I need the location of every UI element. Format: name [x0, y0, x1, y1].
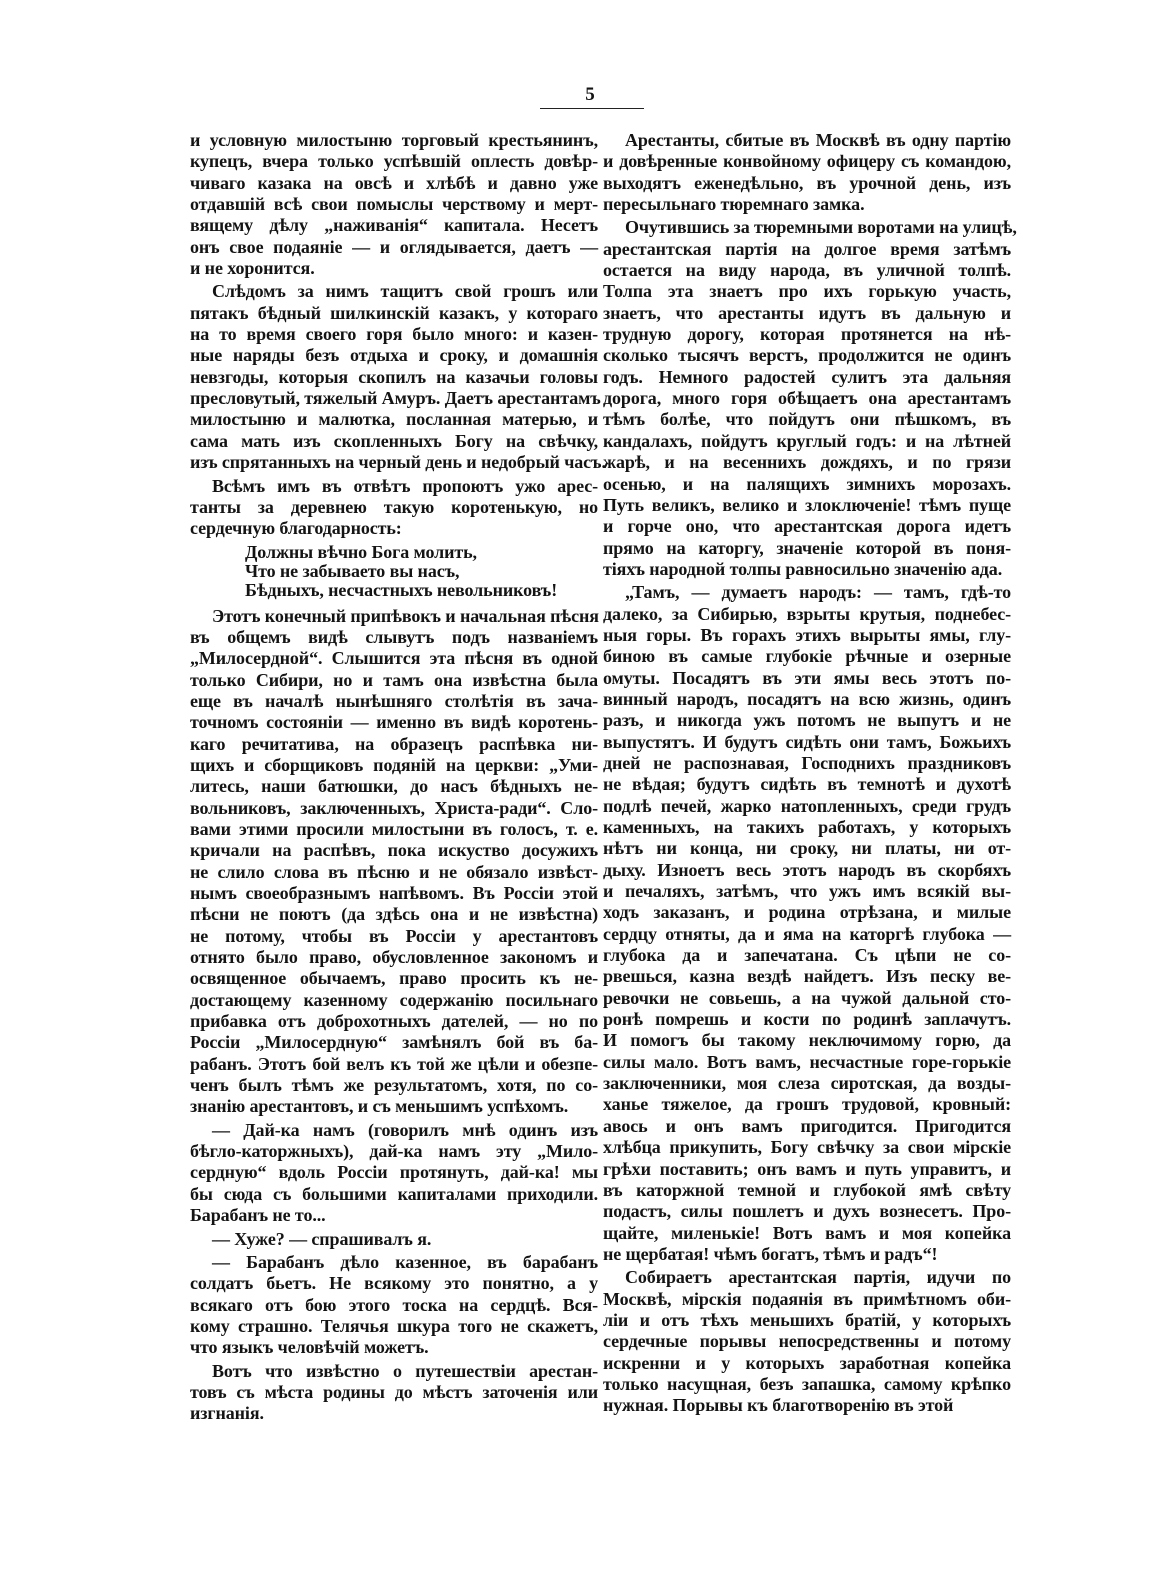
text-line: отнято было право, обусловленное закономъ и: [190, 947, 598, 968]
text-line: Всѣмъ имъ въ отвѣтъ пропоютъ ужо арес-: [212, 475, 598, 496]
right-column: [603, 128, 1017, 1417]
paragraph: [190, 1252, 598, 1359]
text-line: трудную дорогу, которая протянется на нѣ-: [603, 324, 1011, 345]
text-line: знаетъ, что арестанты идутъ въ дальную и: [603, 302, 1011, 323]
text-line: онъ свое подаяніе — и оглядывается, даетъ —: [190, 236, 598, 257]
paragraph: [603, 582, 1011, 1265]
text-line: Собираетъ арестантская партія, идучи по: [625, 1267, 1011, 1288]
text-line: винный народъ, посадятъ на всю жизнь, одинъ: [603, 688, 1011, 709]
text-line: сердцу отняты, да и яма на каторгѣ глубока —: [603, 923, 1011, 944]
text-line: отдавшій всѣ свои помыслы черствому и мерт-: [190, 194, 598, 215]
text-line: не потому, чтобы въ Россіи у арестантовъ: [190, 925, 598, 946]
text-line: пресловутый, тяжелый Амуръ. Даетъ арестантамъ: [190, 388, 601, 409]
text-line: что языкъ человѣчій можетъ.: [190, 1337, 429, 1358]
text-line: вящему дѣлу „наживанія“ капитала. Несетъ: [190, 215, 598, 236]
text-line: освященное обычаемъ, право просить къ не-: [190, 968, 598, 989]
text-line: точномъ состояніи — именно въ видѣ коротень-: [190, 712, 598, 733]
text-line: Слѣдомъ за нимъ тащитъ свой грошъ или: [212, 281, 598, 302]
text-line: тѣмъ болѣе, что пойдутъ они пѣшкомъ, въ: [603, 409, 1011, 430]
text-line: въ каторжной темной и глубокой ямѣ свѣту: [603, 1179, 1011, 1200]
text-line: на то время своего горя было много: и казен-: [190, 324, 598, 345]
text-line: милостыню и малютка, посланная матерью, и: [190, 409, 598, 430]
verse-line: Должны вѣчно Бога молить,: [245, 541, 477, 562]
text-line: Толпа эта знаетъ про ихъ горькую участь,: [603, 281, 1011, 302]
text-line: каменныхъ, на такихъ работахъ, у которыхъ: [603, 817, 1011, 837]
paragraph: [190, 476, 598, 540]
text-line: заключенники, моя слеза сиротская, да возды-: [603, 1073, 1011, 1094]
text-line: „Милосердной“. Слышится эта пѣсня въ одной: [190, 648, 598, 669]
text-line: подлѣ печей, жарко натопленныхъ, среди грудъ: [603, 795, 1011, 816]
text-line: солдатъ бьетъ. Не всякому это понятно, а у: [190, 1273, 598, 1294]
text-line: далеко, за Сибирью, взрыты крутыя, поднебес-: [603, 603, 1011, 624]
text-line: кандалахъ, пойдутъ круглый годъ: и на лѣтней: [603, 430, 1011, 451]
text-line: дней не распознавая, Господнихъ праздниковъ: [603, 752, 1011, 773]
text-line: щихъ и сборщиковъ подяній на церкви: „Уми-: [190, 754, 598, 775]
text-line: Барабанъ не то...: [190, 1205, 326, 1226]
text-line: выпустятъ. И будутъ сидѣть они тамъ, Божьихъ: [603, 731, 1011, 752]
text-line: — Хуже? — спрашивалъ я.: [212, 1228, 432, 1249]
text-line: товъ съ мѣста родины до мѣстъ заточенія или: [190, 1381, 598, 1402]
text-line: сердную“ вдоль Россіи протянуть, дай-ка! мы: [190, 1162, 598, 1183]
text-line: хлѣбца прикупить, Богу свѣчку за свои мірскіе: [603, 1137, 1011, 1158]
paragraph: [603, 130, 1011, 215]
paragraph: [190, 1361, 598, 1425]
text-line: ные наряды безъ отдыха и сроку, и домашнія: [190, 345, 598, 366]
paragraph: [190, 281, 606, 473]
text-line: арестантская партія на долгое время затѣмъ: [603, 238, 1011, 259]
text-line: рвешься, казна вездѣ найдетъ. Изъ песку ве-: [603, 966, 1011, 987]
text-line: остается на виду народа, въ уличной толпѣ.: [603, 260, 1011, 281]
text-line: кому страшно. Телячья шкура того не скажетъ,: [190, 1315, 598, 1336]
text-line: еще въ началѣ нынѣшняго столѣтія въ зача-: [190, 690, 598, 711]
text-line: пересыльнаго тюремнаго замка.: [603, 194, 865, 215]
text-line: достающему казенному содержанію посильнаго: [190, 989, 598, 1010]
text-line: и горче оно, что арестантская дорога идетъ: [603, 516, 1011, 537]
text-line: омуты. Посадятъ въ эти ямы весь этотъ по-: [603, 667, 1011, 688]
text-line: „Тамъ, — думаетъ народъ: — тамъ, гдѣ-то: [625, 582, 1011, 603]
text-line: ходъ заказанъ, и родина отрѣзана, и милые: [603, 902, 1011, 923]
text-line: Этотъ конечный припѣвокъ и начальная пѣсня: [212, 605, 599, 626]
text-line: — Барабанъ дѣло казенное, въ барабанъ: [212, 1251, 598, 1272]
text-line: жарѣ, и на весеннихъ дождяхъ, и по грязи: [603, 452, 1011, 473]
text-line: бы сюда съ большими капиталами приходили.: [190, 1183, 598, 1204]
text-line: дыху. Изноетъ весь этотъ народъ въ скорбяхъ: [603, 859, 1011, 880]
text-line: авось и онъ вамъ пригодится. Пригодится: [603, 1115, 1011, 1136]
text-line: бѣгло-каторжныхъ), дай-ка намъ эту „Мило-: [190, 1141, 598, 1162]
text-line: пятакъ бѣдный шилкинскій казакъ, у котораго: [190, 302, 598, 323]
text-line: вами этими просили милостыни въ голосъ, т. е.: [190, 818, 598, 839]
text-line: искренни и у которыхъ заработная копейка: [603, 1352, 1011, 1373]
text-line: нѣтъ ни конца, ни сроку, ни платы, ни от-: [603, 838, 1011, 859]
text-line: прибавка отъ доброхотныхъ дателей, — но по: [190, 1011, 598, 1032]
text-line: сердечную благодарность:: [190, 518, 402, 539]
text-line: Москвѣ, мірскія подаянія въ примѣтномъ оби-: [603, 1288, 1011, 1309]
page-number: 5: [585, 84, 595, 105]
verse-line: Бѣдныхъ, несчастныхъ невольниковъ!: [245, 579, 558, 600]
text-line: изгнанія.: [190, 1403, 264, 1424]
text-line: кричали на распѣвъ, пока искуство досужихъ: [190, 840, 598, 861]
verse-line: Что не забываето вы насъ,: [245, 560, 460, 581]
text-line: невзгоды, которыя скопилъ на казачьи головы: [190, 366, 598, 387]
text-line: прямо на каторгу, значеніе которой въ поня-: [603, 537, 1011, 558]
text-line: И помогъ бы такому неключимому горю, да: [603, 1030, 1011, 1051]
paragraph: [603, 217, 1017, 580]
text-line: щайте, миленькіе! Вотъ вамъ и моя копейка: [603, 1222, 1011, 1243]
paragraph: [190, 1120, 598, 1227]
text-line: тіяхъ народной толпы равносильно значенію ада.: [603, 558, 1003, 579]
text-line: сама мать изъ скопленныхъ Богу на свѣчку,: [190, 430, 598, 451]
paragraph: [190, 1229, 598, 1250]
text-line: ревочки не совьешь, а на чужой дальной сто-: [603, 987, 1011, 1008]
paragraph: [190, 130, 598, 279]
text-line: нужная. Порывы къ благотворенію въ этой: [603, 1395, 954, 1416]
text-line: ліи и отъ тѣхъ меньшихъ братій, у которыхъ: [603, 1309, 1011, 1330]
text-line: Очутившись за тюремными воротами на улицѣ,: [625, 217, 1017, 238]
text-line: каго речитатива, на образецъ распѣвка ни-: [190, 733, 598, 754]
text-line: вольниковъ, заключенныхъ, Христа-ради“. Сло-: [190, 797, 598, 818]
text-line: не щербатая! чѣмъ богатъ, тѣмъ и радъ“!: [603, 1243, 938, 1264]
text-line: нымъ своеобразнымъ напѣвомъ. Въ Россіи этой: [190, 883, 598, 903]
text-line: только насущная, безъ запашка, самому крѣпко: [603, 1373, 1011, 1394]
text-line: разъ, и никогда ужъ потомъ не выпутъ и не: [603, 710, 1011, 731]
text-line: купецъ, вчера только успѣвшій оплесть довѣр-: [190, 151, 598, 172]
text-line: литесь, наши батюшки, до насъ бѣдныхъ не-: [190, 776, 598, 797]
text-line: — Дай-ка намъ (говорилъ мнѣ одинъ изъ: [212, 1119, 598, 1140]
text-line: въ общемъ видѣ слывутъ подъ названіемъ: [190, 626, 598, 647]
text-line: дорога, много горя обѣщаетъ она арестантамъ: [603, 388, 1011, 409]
text-line: не слило слова въ пѣсню и не обязало извѣст-: [190, 861, 598, 882]
text-line: всякаго отъ бою этого тоска на сердцѣ. Вся-: [190, 1294, 598, 1315]
text-line: изъ спрятанныхъ на черный день и недобрый часъ.: [190, 452, 606, 473]
text-line: подастъ, силы пошлетъ и духъ вознесетъ. Про-: [603, 1201, 1011, 1222]
header-rule: [540, 108, 644, 109]
text-line: биною въ самые глубокіе рѣчные и озерные: [603, 646, 1011, 667]
text-line: сколько тысячъ верстъ, продолжится не одинъ: [603, 345, 1011, 366]
text-line: пѣсни не поютъ (да здѣсь она и не извѣстна): [190, 904, 598, 925]
text-line: Арестанты, сбитые въ Москвѣ въ одну партію: [625, 130, 1011, 150]
text-line: и условную милостыню торговый крестьянинъ,: [190, 130, 598, 150]
text-line: и не хоронится.: [190, 258, 315, 279]
text-line: только Сибири, но и тамъ она извѣстна была: [190, 669, 598, 690]
left-column: [190, 128, 606, 1425]
text-line: Путь великъ, велико и злоключеніе! тѣмъ пуще: [603, 494, 1011, 515]
paragraph: [603, 1267, 1011, 1416]
text-line: сердечные порывы непосредственны и потому: [603, 1331, 1011, 1352]
text-line: выходятъ еженедѣльно, въ урочной день, изъ: [603, 172, 1011, 193]
text-line: ченъ былъ тѣмъ же результатомъ, хотя, по со-: [190, 1075, 598, 1096]
paragraph: [190, 606, 598, 1118]
text-line: грѣхи поставить; онъ вамъ и путь управитъ, и: [603, 1158, 1011, 1179]
text-line: ронѣ помрешь и кости по родинѣ заплачутъ.: [603, 1009, 1011, 1030]
text-line: знанію арестантовъ, и съ меньшимъ успѣхомъ.: [190, 1096, 569, 1117]
text-line: не вѣдая; будутъ сидѣть въ темнотѣ и духотѣ: [603, 774, 1011, 795]
text-line: ханье тяжелое, да грошъ трудовой, кровный:: [603, 1094, 1011, 1115]
text-line: рабанъ. Этотъ бой велъ къ той же цѣли и обезпе-: [190, 1053, 598, 1074]
text-line: осенью, и на палящихъ зимнихъ морозахъ.: [603, 473, 1011, 494]
text-line: чиваго казака на овсѣ и хлѣбѣ и давно уже: [190, 172, 598, 193]
text-line: и довѣренные конвойному офицеру съ командою,: [603, 151, 1011, 172]
verse-block: [190, 543, 598, 600]
text-line: танты за деревнею такую коротенькую, но: [190, 496, 598, 517]
text-line: и печаляхъ, затѣмъ, что ужъ имъ всякій вы-: [603, 881, 1011, 902]
text-line: годъ. Немного радостей сулитъ эта дальняя: [603, 366, 1011, 387]
text-line: силы мало. Вотъ вамъ, несчастные горе-горькіе: [603, 1051, 1011, 1072]
text-line: Вотъ что извѣстно о путешествіи арестан-: [212, 1360, 598, 1381]
text-line: глубока да и запечатана. Съ цѣпи не со-: [603, 945, 1011, 966]
text-line: Россіи „Милосердную“ замѣнялъ бой въ ба-: [190, 1032, 598, 1053]
text-line: ныя горы. Въ горахъ этихъ вырыты ямы, глу-: [603, 624, 1011, 645]
